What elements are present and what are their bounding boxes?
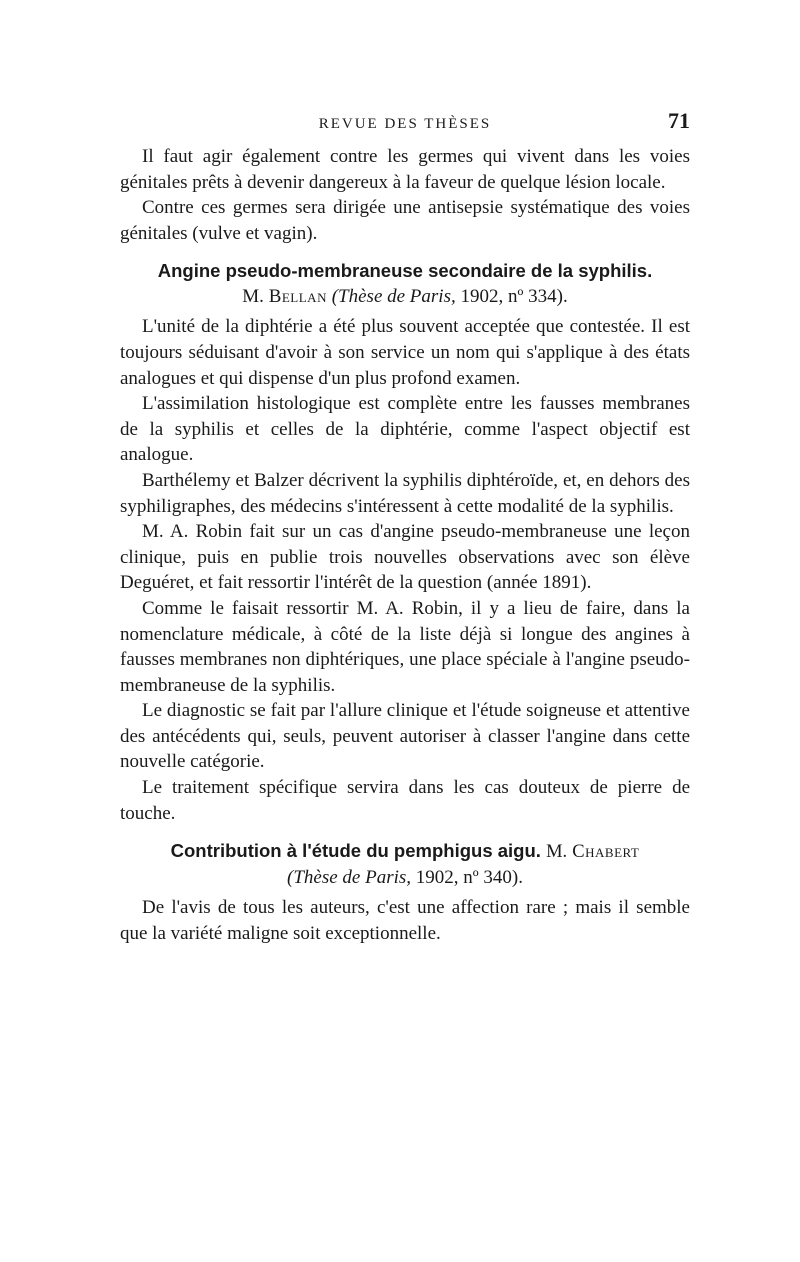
running-header <box>120 100 690 144</box>
page-number: 71 <box>668 108 690 133</box>
intro-section <box>120 144 690 246</box>
paragraph: Il faut agir également contre les germes qui vivent dans les voies génitales prêts à devenir dangereux à la faveur de quelque lésion locale. <box>120 146 690 193</box>
paragraph: Barthélemy et Balzer décrivent la syphilis diphtéroïde, et, en dehors des syphiligraphes, des médecins s'intéressent à cette modalité de la syphilis. <box>120 469 690 517</box>
citation-rest: 1902, nº 334). <box>460 286 568 308</box>
paragraph: L'unité de la diphtérie a été plus souvent acceptée que contestée. Il est toujours séduisant d'avoir à son service un nom qui s'applique à des états analogues et qui dispense d'un plus profond examen. <box>120 316 690 389</box>
running-title: REVUE DES THÈSES <box>318 116 492 132</box>
article-chabert <box>120 838 690 946</box>
paragraph: Le diagnostic se fait par l'allure clinique et l'étude soigneuse et attentive des antécédents qui, seuls, peuvent autoriser à classer l'angine dans cette nouvelle catégorie. <box>120 700 690 773</box>
paragraph: M. A. Robin fait sur un cas d'angine pseudo-membraneuse une leçon clinique, puis en publie trois nouvelles observations avec son élève Deguéret, et fait ressortir l'intérêt de la question (année 1891). <box>120 521 690 594</box>
article-title: Angine pseudo-membraneuse secondaire de la syphilis. <box>157 260 653 282</box>
article-title: Contribution à l'étude du pemphigus aigu. <box>170 840 541 862</box>
article-citation <box>120 865 690 891</box>
author-name: Bellan <box>268 286 327 308</box>
article-title-line <box>120 838 690 865</box>
citation-rest: 1902, nº 340). <box>415 867 523 889</box>
citation-italic: (Thèse de Paris, <box>287 867 412 889</box>
paragraph: Comme le faisait ressortir M. A. Robin, il y a lieu de faire, dans la nomenclature médicale, à côté de la liste déjà si longue des angines à fausses membranes non diphtériques, une place spéciale à l'angine pseudo-membraneuse de la syphilis. <box>120 597 690 696</box>
author-prefix: M. <box>546 842 568 863</box>
paragraph: Contre ces germes sera dirigée une antisepsie systématique des voies génitales (vulve et vagin). <box>120 197 690 244</box>
paragraph: L'assimilation histologique est complète entre les fausses membranes de la syphilis et celles de la diphtérie, comme l'aspect objectif est analogue. <box>120 393 690 466</box>
article-bellan <box>120 258 690 826</box>
paragraph: Le traitement spécifique servira dans les cas douteux de pierre de touche. <box>120 777 690 824</box>
author-prefix: M. <box>242 286 264 308</box>
paragraph: De l'avis de tous les auteurs, c'est une affection rare ; mais il semble que la variété maligne soit exceptionnelle. <box>120 897 690 944</box>
author-name: Chabert <box>572 842 640 863</box>
article-byline <box>120 284 690 310</box>
citation-italic: (Thèse de Paris, <box>331 286 456 308</box>
